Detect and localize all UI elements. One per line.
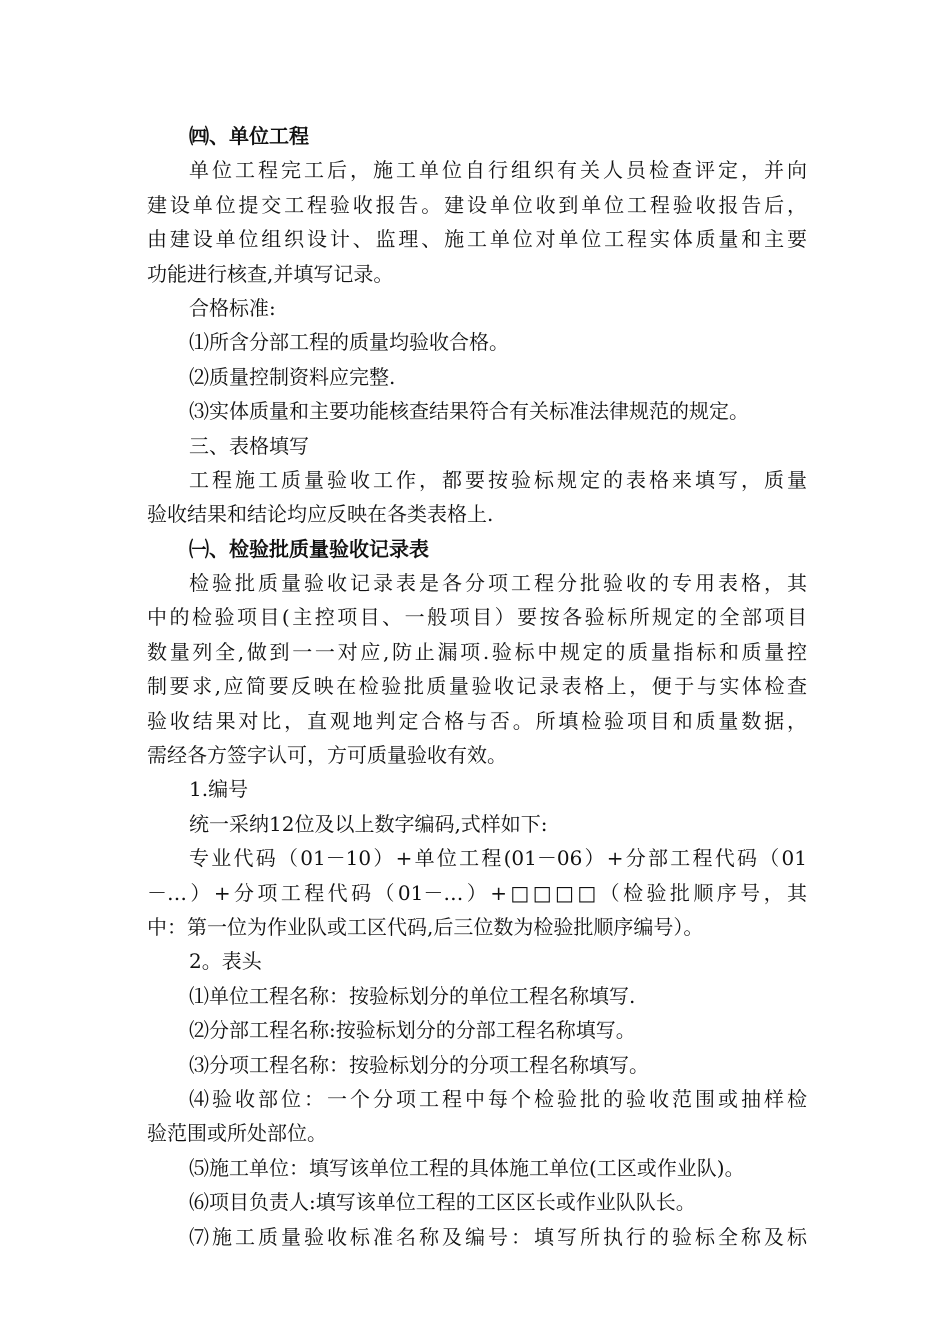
paragraph-line: 建设单位提交工程验收报告。建设单位收到单位工程验收报告后， — [147, 192, 807, 217]
section-heading-form-filling: 三、表格填写 — [189, 433, 309, 458]
list-item: ⑷验收部位：一个分项工程中每个检验批的验收范围或抽样检 — [189, 1086, 807, 1111]
paragraph-line: 中的检验项目(主控项目、一般项目）要按各验标所规定的全部项目 — [147, 605, 807, 630]
paragraph-line: 统一采纳12位及以上数字编码,式样如下: — [189, 811, 548, 836]
paragraph-line: －…）+分项工程代码（01－…）+□□□□（检验批顺序号，其 — [147, 880, 807, 905]
paragraph-line: 单位工程完工后，施工单位自行组织有关人员检查评定，并向 — [189, 158, 807, 183]
paragraph-line: 专业代码（01－10）+单位工程(01－06）+分部工程代码（01 — [189, 846, 807, 871]
list-item: ⑵分部工程名称:按验标划分的分部工程名称填写。 — [189, 1018, 636, 1043]
paragraph-line: 功能进行核查,并填写记录。 — [147, 261, 394, 286]
subheading-numbering: 1.编号 — [189, 777, 249, 802]
list-item: ⑵质量控制资料应完整. — [189, 364, 396, 389]
document-body — [147, 119, 807, 1254]
paragraph-line: 需经各方签字认可，方可质量验收有效。 — [147, 743, 507, 768]
list-item: ⑴所含分部工程的质量均验收合格。 — [189, 330, 509, 355]
list-item: ⑴单位工程名称：按验标划分的单位工程名称填写. — [189, 983, 636, 1008]
paragraph-line: 由建设单位组织设计、监理、施工单位对单位工程实体质量和主要 — [147, 227, 807, 252]
paragraph-line: 工程施工质量验收工作，都要按验标规定的表格来填写，质量 — [189, 467, 807, 492]
list-item: ⑸施工单位：填写该单位工程的具体施工单位(工区或作业队)。 — [189, 1155, 745, 1180]
section-heading-inspection-lot: ㈠、检验批质量验收记录表 — [189, 536, 429, 561]
section-heading-unit-project: ㈣、单位工程 — [189, 124, 309, 148]
paragraph-line: 验收结果和结论均应反映在各类表格上. — [147, 502, 494, 527]
list-item: ⑶实体质量和主要功能核查结果符合有关标准法律规范的规定。 — [189, 399, 749, 424]
list-item-continuation: 验范围或所处部位。 — [147, 1121, 327, 1146]
list-item: ⑶分项工程名称：按验标划分的分项工程名称填写。 — [189, 1052, 649, 1077]
paragraph-line: 中：第一位为作业队或工区代码,后三位数为检验批顺序编号）。 — [147, 914, 704, 939]
subheading-header: 2。表头 — [189, 949, 262, 974]
paragraph-line: 验收结果对比，直观地判定合格与否。所填检验项目和质量数据， — [147, 708, 807, 733]
list-item: ⑹项目负责人:填写该单位工程的工区区长或作业队队长。 — [189, 1190, 696, 1215]
paragraph-line: 制要求,应简要反映在检验批质量验收记录表格上，便于与实体检查 — [147, 674, 807, 699]
paragraph-line: 检验批质量验收记录表是各分项工程分批验收的专用表格，其 — [189, 571, 807, 596]
list-item: ⑺施工质量验收标准名称及编号：填写所执行的验标全称及标 — [189, 1224, 807, 1249]
paragraph-line: 数量列全,做到一一对应,防止漏项.验标中规定的质量指标和质量控 — [147, 639, 807, 664]
paragraph-line: 合格标准: — [189, 295, 276, 320]
